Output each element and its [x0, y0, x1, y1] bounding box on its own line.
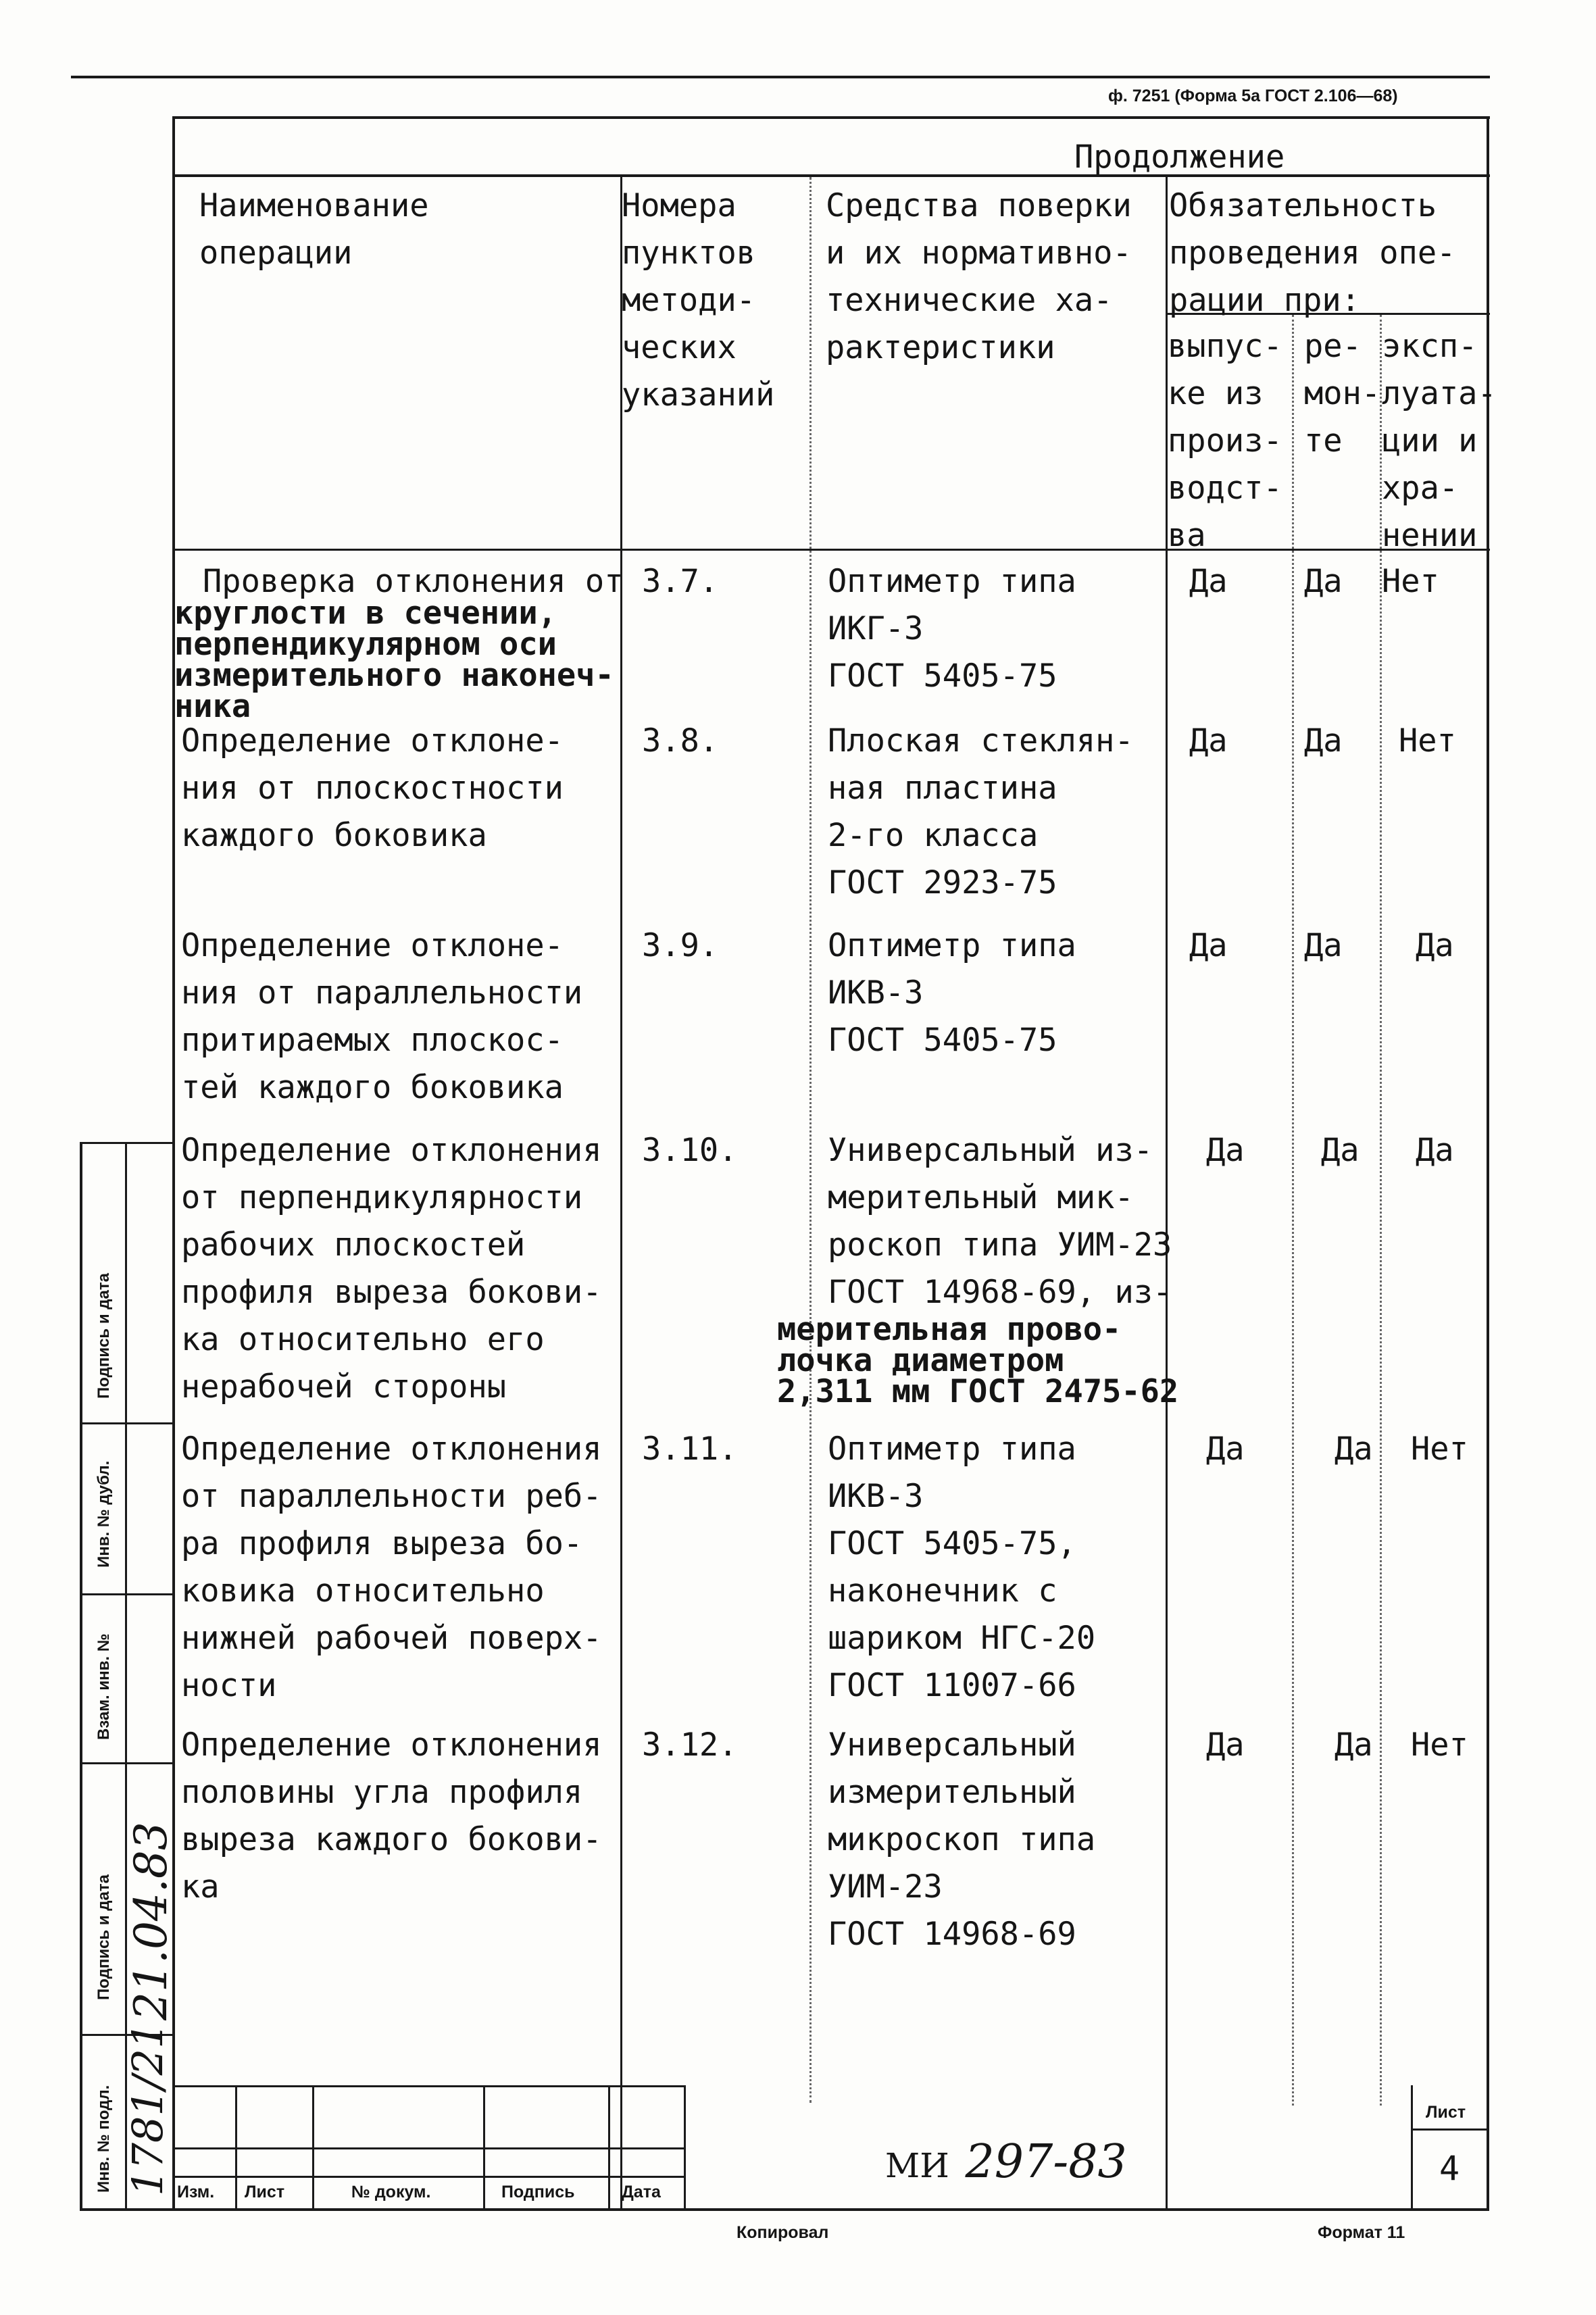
side-div-2 [80, 1593, 174, 1595]
row-1-number: 3.7. [642, 563, 719, 600]
frame-bottom [80, 2208, 1489, 2211]
top-border [71, 76, 1490, 78]
row-6-release: Да [1206, 1726, 1245, 1764]
side-label-sign-date-1: Подпись и дата [95, 1273, 113, 1399]
stamp-label-doc: № докум. [351, 2183, 431, 2201]
stamp-label-sign: Подпись [501, 2183, 575, 2201]
row-4-means-cont: мерительная прово- лочка диаметром 2,311 мм ГОСТ 2475-62 [777, 1311, 1179, 1410]
row-6-means: Универсальный измерительный микроскоп типа УИМ-23 ГОСТ 14968-69 [828, 1726, 1096, 1953]
row-5-repair: Да [1335, 1430, 1373, 1468]
col-divider-4 [1292, 315, 1294, 2106]
side-div-3 [80, 1762, 174, 1764]
row-4-release: Да [1206, 1132, 1245, 1169]
row-5-means: Оптиметр типа ИКВ-3 ГОСТ 5405-75, наконечник с шариком НГС-20 ГОСТ 11007-66 [828, 1430, 1096, 1704]
side-label-inv-podl: Инв. № подл. [95, 2085, 113, 2193]
continuation-label: Продолжение [1074, 139, 1285, 176]
row-3-operation: Да [1416, 927, 1454, 964]
header-method-points: Номера пунктов методи- ческих указаний [622, 187, 775, 414]
row-6-operation: Нет [1411, 1726, 1468, 1764]
row-6-number: 3.12. [642, 1726, 738, 1764]
row-1-means: Оптиметр типа ИКГ-3 ГОСТ 5405-75 [828, 563, 1076, 695]
outer-left-border [80, 1142, 82, 2210]
row-3-repair: Да [1304, 927, 1343, 964]
row-1-name: Проверка отклонения от [203, 563, 624, 600]
designation-prefix: МИ [885, 2146, 949, 2185]
row-4-means: Универсальный из- мерительный мик- роскоп типа УИМ-23 ГОСТ 14968-69, из- [828, 1132, 1172, 1311]
row-2-number: 3.8. [642, 722, 719, 760]
side-div-1 [80, 1422, 174, 1424]
col-divider-2 [809, 177, 812, 2103]
header-top [172, 174, 1490, 177]
row-5-name: Определение отклонения от параллельности реб- ра профиля выреза бо- ковика относительно нижней рабочей поверх- ности [181, 1430, 602, 1704]
header-obligation: Обязательность проведения опе- рации при: [1169, 187, 1456, 319]
row-1-repair: Да [1304, 563, 1343, 600]
row-2-name: Определение отклоне- ния от плоскостности каждого боковика [181, 722, 564, 854]
sheet-number: 4 [1439, 2149, 1460, 2188]
handwritten-inv-original: 1781/21 [123, 2022, 172, 2196]
row-2-operation: Нет [1399, 722, 1456, 760]
stamp-v3 [483, 2085, 485, 2210]
handwritten-sign-date: 21.04.83 [125, 1822, 177, 2020]
frame-top [172, 116, 1490, 119]
row-4-operation: Да [1416, 1132, 1454, 1169]
row-3-means: Оптиметр типа ИКВ-3 ГОСТ 5405-75 [828, 927, 1076, 1059]
row-6-name: Определение отклонения половины угла профиля выреза каждого бокови- ка [181, 1726, 602, 1906]
row-3-name: Определение отклоне- ния от параллельности притираемых плоскос- тей каждого боковика [181, 927, 583, 1106]
row-4-name: Определение отклонения от перпендикулярности рабочих плоскостей профиля выреза бокови- ка относительно его нерабочей стороны [181, 1132, 602, 1405]
row-4-number: 3.10. [642, 1132, 738, 1169]
row-6-repair: Да [1335, 1726, 1373, 1764]
designation-number: 297-83 [965, 2135, 1127, 2189]
stamp-label-izm: Изм. [177, 2183, 215, 2201]
sheet-box-middle [1411, 2129, 1489, 2131]
stamp-label-list: Лист [245, 2183, 285, 2201]
sheet-label: Лист [1426, 2103, 1466, 2122]
side-label-vzam-inv: Взам. инв. № [95, 1633, 113, 1740]
stamp-label-date: Дата [622, 2183, 661, 2201]
footer-copied: Копировал [737, 2223, 829, 2242]
row-2-release: Да [1189, 722, 1228, 760]
stamp-v4 [608, 2085, 610, 2210]
col-divider-1 [620, 177, 622, 2211]
side-label-sign-date-2: Подпись и дата [95, 1874, 113, 2000]
sheet-box-left [1411, 2085, 1413, 2210]
row-1-release: Да [1189, 563, 1228, 600]
stamp-v5 [684, 2085, 686, 2210]
stamp-v2 [312, 2085, 314, 2210]
header-repair: ре- мон- те [1304, 328, 1381, 459]
stamp-v1 [235, 2085, 237, 2210]
row-5-release: Да [1206, 1430, 1245, 1468]
side-strip-top [80, 1142, 174, 1144]
row-3-release: Да [1189, 927, 1228, 964]
header-release: выпус- ке из произ- водст- ва [1168, 328, 1282, 554]
footer-format: Формат 11 [1318, 2223, 1405, 2242]
header-operation-storage: эксп- луата- ции и хра- нении [1382, 328, 1497, 554]
row-2-repair: Да [1304, 722, 1343, 760]
side-label-inv-dubl: Инв. № дубл. [95, 1460, 113, 1568]
header-operation-name: Наименование операции [199, 187, 429, 272]
form-note: ф. 7251 (Форма 5а ГОСТ 2.106—68) [1108, 86, 1398, 105]
row-3-number: 3.9. [642, 927, 719, 964]
row-1-operation: Нет [1382, 563, 1439, 600]
row-5-number: 3.11. [642, 1430, 738, 1468]
row-5-operation: Нет [1411, 1430, 1468, 1468]
header-verification-means: Средства поверки и их нормативно- технические ха- рактеристики [826, 187, 1132, 366]
document-designation [885, 2135, 1127, 2189]
row-2-means: Плоская стеклян- ная пластина 2-го класса ГОСТ 2923-75 [828, 722, 1134, 901]
row-1-name-cont: круглости в сечении, перпендикулярном оси измерительного наконеч- ника [174, 595, 614, 725]
row-4-repair: Да [1321, 1132, 1360, 1169]
